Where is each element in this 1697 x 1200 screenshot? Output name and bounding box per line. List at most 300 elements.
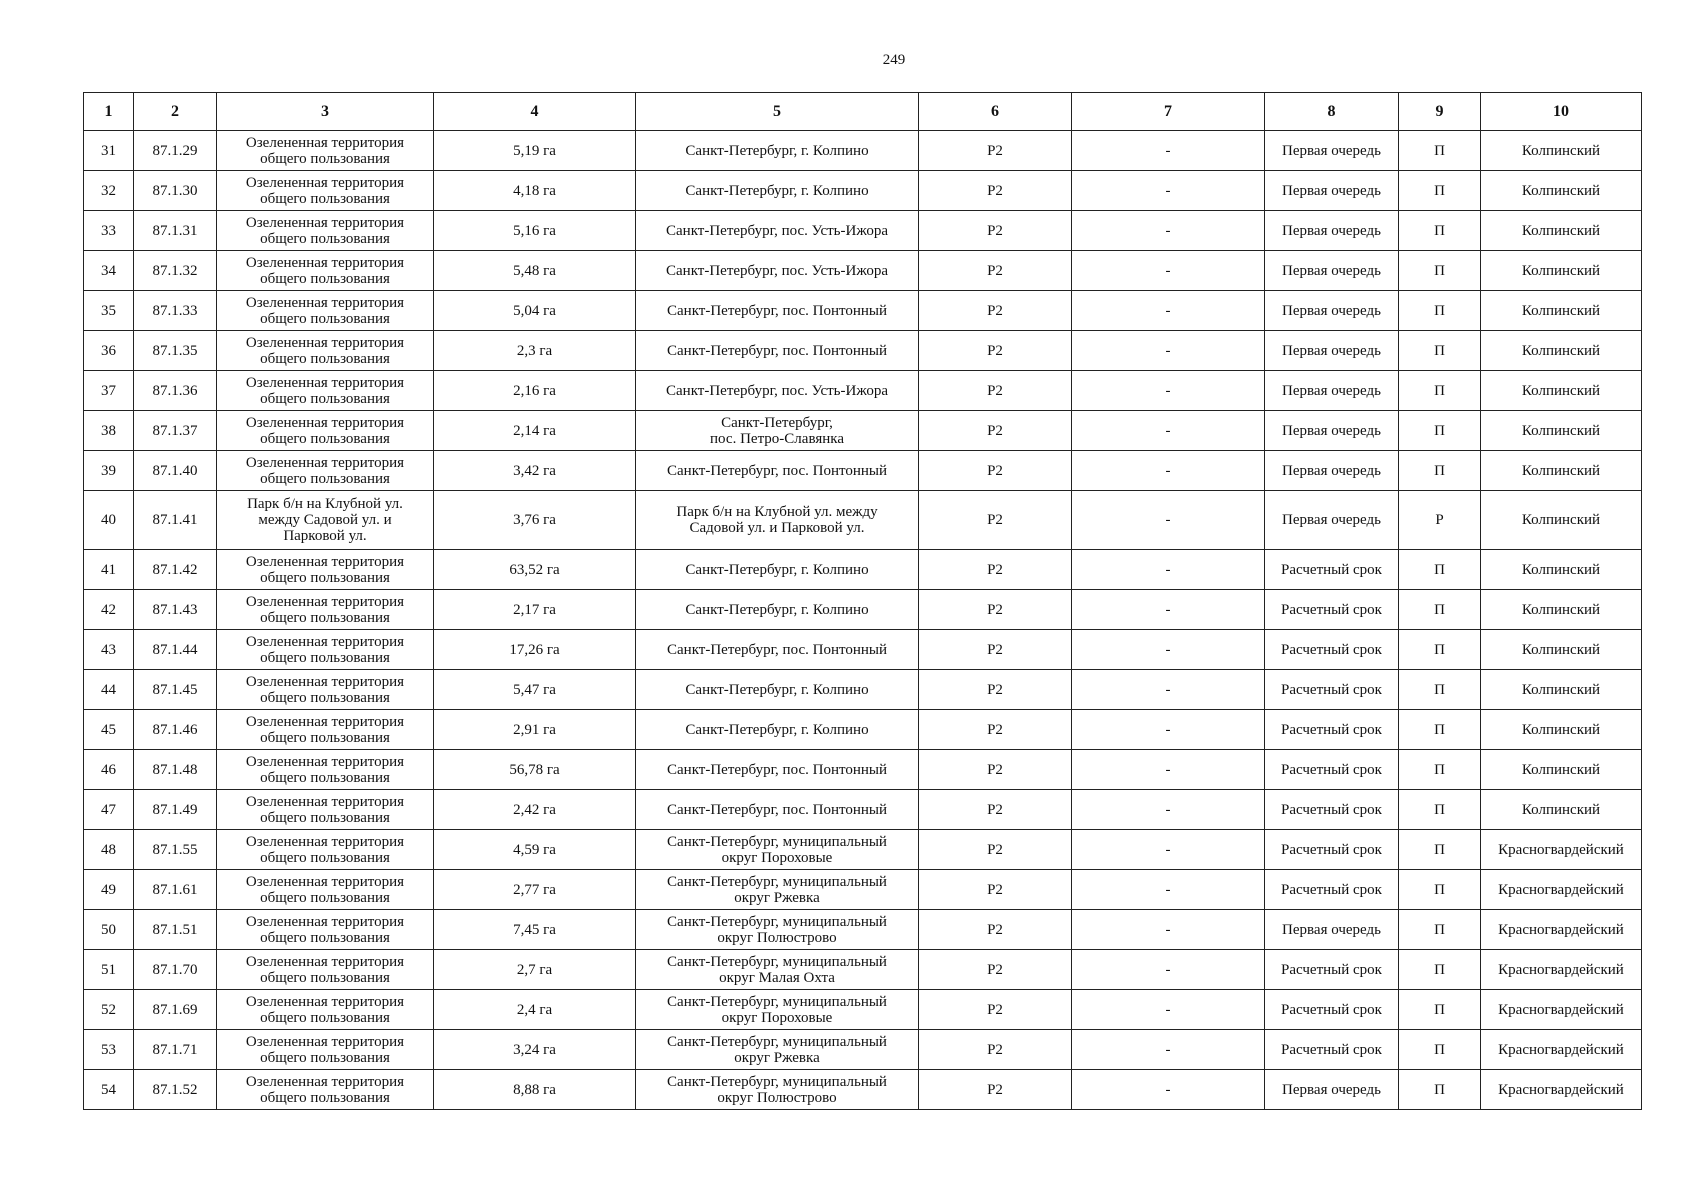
row-number-cell: 33 — [84, 211, 134, 251]
table-body — [84, 131, 1642, 1110]
type-cell: П — [1399, 910, 1481, 950]
object-name-cell-line: Озелененная территория — [245, 1033, 405, 1050]
object-name-cell-line: Озелененная территория — [245, 254, 405, 271]
object-name-cell — [217, 291, 434, 331]
object-code-cell: 87.1.45 — [134, 670, 217, 710]
page-number: 249 — [882, 52, 906, 68]
object-code-cell: 87.1.29 — [134, 131, 217, 171]
stage-cell: Расчетный срок — [1265, 830, 1399, 870]
object-name-cell-line: общего пользования — [260, 1089, 390, 1106]
column-7-cell: - — [1072, 750, 1265, 790]
zone-cell: Р2 — [919, 1070, 1072, 1110]
table-row — [84, 171, 1642, 211]
area-cell: 2,91 га — [434, 710, 636, 750]
object-code-cell: 87.1.30 — [134, 171, 217, 211]
object-name-cell-line: Озелененная территория — [245, 374, 405, 391]
area-cell: 7,45 га — [434, 910, 636, 950]
type-cell: П — [1399, 211, 1481, 251]
address-cell-line: Санкт-Петербург, г. Колпино — [685, 142, 869, 159]
column-7-cell: - — [1072, 590, 1265, 630]
district-cell: Красногвардейский — [1481, 1070, 1642, 1110]
stage-cell: Первая очередь — [1265, 411, 1399, 451]
object-name-cell-line: общего пользования — [260, 310, 390, 327]
address-cell — [636, 411, 919, 451]
zone-cell: Р2 — [919, 1030, 1072, 1070]
address-cell-line: Санкт-Петербург, пос. Понтонный — [667, 462, 887, 479]
object-code-cell: 87.1.36 — [134, 371, 217, 411]
object-name-cell-line: Озелененная территория — [245, 174, 405, 191]
object-code-cell: 87.1.33 — [134, 291, 217, 331]
stage-cell: Расчетный срок — [1265, 870, 1399, 910]
column-7-cell: - — [1072, 211, 1265, 251]
address-cell-line: Санкт-Петербург, пос. Понтонный — [667, 342, 887, 359]
table-row — [84, 411, 1642, 451]
object-code-cell: 87.1.52 — [134, 1070, 217, 1110]
area-cell: 56,78 га — [434, 750, 636, 790]
table-row — [84, 331, 1642, 371]
object-name-cell-line: общего пользования — [260, 230, 390, 247]
district-cell: Колпинский — [1481, 331, 1642, 371]
object-code-cell: 87.1.69 — [134, 990, 217, 1030]
column-header: 3 — [217, 93, 434, 131]
stage-cell: Первая очередь — [1265, 451, 1399, 491]
table-row — [84, 870, 1642, 910]
object-name-cell-line: общего пользования — [260, 649, 390, 666]
address-cell-line: Санкт-Петербург, пос. Понтонный — [667, 302, 887, 319]
area-cell: 2,4 га — [434, 990, 636, 1030]
address-cell — [636, 910, 919, 950]
area-cell: 5,16 га — [434, 211, 636, 251]
object-code-cell: 87.1.70 — [134, 950, 217, 990]
table-row — [84, 131, 1642, 171]
address-cell-line: Санкт-Петербург, муниципальный — [667, 993, 887, 1010]
object-name-cell — [217, 830, 434, 870]
address-cell-line: Санкт-Петербург, муниципальный — [667, 833, 887, 850]
object-code-cell: 87.1.37 — [134, 411, 217, 451]
zone-cell: Р2 — [919, 590, 1072, 630]
stage-cell: Расчетный срок — [1265, 750, 1399, 790]
object-name-cell-line: общего пользования — [260, 889, 390, 906]
register-table — [83, 92, 1642, 1110]
district-cell: Колпинский — [1481, 750, 1642, 790]
type-cell: П — [1399, 630, 1481, 670]
header-row — [84, 93, 1642, 131]
zone-cell: Р2 — [919, 830, 1072, 870]
type-cell: П — [1399, 870, 1481, 910]
stage-cell: Первая очередь — [1265, 171, 1399, 211]
area-cell: 3,76 га — [434, 491, 636, 550]
object-code-cell: 87.1.61 — [134, 870, 217, 910]
address-cell — [636, 211, 919, 251]
table-row — [84, 950, 1642, 990]
object-name-cell-line: Озелененная территория — [245, 214, 405, 231]
district-cell: Колпинский — [1481, 131, 1642, 171]
district-cell: Колпинский — [1481, 790, 1642, 830]
object-code-cell: 87.1.31 — [134, 211, 217, 251]
object-name-cell — [217, 411, 434, 451]
table-row — [84, 710, 1642, 750]
column-7-cell: - — [1072, 171, 1265, 211]
address-cell-line: Санкт-Петербург, муниципальный — [667, 1033, 887, 1050]
object-name-cell-line: Озелененная территория — [245, 633, 405, 650]
column-7-cell: - — [1072, 910, 1265, 950]
object-name-cell-line: общего пользования — [260, 929, 390, 946]
area-cell: 2,14 га — [434, 411, 636, 451]
address-cell — [636, 1030, 919, 1070]
object-name-cell — [217, 171, 434, 211]
type-cell: П — [1399, 670, 1481, 710]
address-cell — [636, 491, 919, 550]
object-name-cell-line: Озелененная территория — [245, 953, 405, 970]
row-number-cell: 34 — [84, 251, 134, 291]
area-cell: 2,3 га — [434, 331, 636, 371]
column-7-cell: - — [1072, 990, 1265, 1030]
stage-cell: Первая очередь — [1265, 291, 1399, 331]
district-cell: Колпинский — [1481, 211, 1642, 251]
area-cell: 2,77 га — [434, 870, 636, 910]
type-cell: П — [1399, 550, 1481, 590]
object-name-cell-line: Озелененная территория — [245, 334, 405, 351]
table-row — [84, 371, 1642, 411]
stage-cell: Расчетный срок — [1265, 710, 1399, 750]
table-row — [84, 291, 1642, 331]
type-cell: П — [1399, 1070, 1481, 1110]
district-cell: Колпинский — [1481, 411, 1642, 451]
type-cell: П — [1399, 331, 1481, 371]
district-cell: Колпинский — [1481, 251, 1642, 291]
table-row — [84, 830, 1642, 870]
address-cell — [636, 590, 919, 630]
column-7-cell: - — [1072, 451, 1265, 491]
area-cell: 5,48 га — [434, 251, 636, 291]
address-cell — [636, 630, 919, 670]
row-number-cell: 47 — [84, 790, 134, 830]
area-cell: 2,16 га — [434, 371, 636, 411]
district-cell: Колпинский — [1481, 291, 1642, 331]
district-cell: Красногвардейский — [1481, 870, 1642, 910]
address-cell-line: Санкт-Петербург, пос. Усть-Ижора — [666, 262, 888, 279]
column-header: 9 — [1399, 93, 1481, 131]
row-number-cell: 43 — [84, 630, 134, 670]
row-number-cell: 49 — [84, 870, 134, 910]
stage-cell: Расчетный срок — [1265, 790, 1399, 830]
object-code-cell: 87.1.51 — [134, 910, 217, 950]
row-number-cell: 52 — [84, 990, 134, 1030]
address-cell — [636, 710, 919, 750]
district-cell: Красногвардейский — [1481, 830, 1642, 870]
object-name-cell-line: Озелененная территория — [245, 993, 405, 1010]
object-name-cell-line: общего пользования — [260, 769, 390, 786]
stage-cell: Расчетный срок — [1265, 1030, 1399, 1070]
zone-cell: Р2 — [919, 990, 1072, 1030]
type-cell: П — [1399, 790, 1481, 830]
zone-cell: Р2 — [919, 750, 1072, 790]
row-number-cell: 37 — [84, 371, 134, 411]
address-cell-line: Санкт-Петербург, муниципальный — [667, 913, 887, 930]
district-cell: Колпинский — [1481, 451, 1642, 491]
object-name-cell-line: общего пользования — [260, 569, 390, 586]
object-code-cell: 87.1.49 — [134, 790, 217, 830]
object-name-cell-line: Озелененная территория — [245, 134, 405, 151]
object-name-cell-line: общего пользования — [260, 689, 390, 706]
object-name-cell — [217, 990, 434, 1030]
address-cell-line: Санкт-Петербург, пос. Понтонный — [667, 761, 887, 778]
object-name-cell-line: Озелененная территория — [245, 454, 405, 471]
object-code-cell: 87.1.40 — [134, 451, 217, 491]
object-name-cell-line: общего пользования — [260, 350, 390, 367]
object-name-cell-line: общего пользования — [260, 190, 390, 207]
address-cell — [636, 830, 919, 870]
table-row — [84, 750, 1642, 790]
address-cell-line: Санкт-Петербург, — [721, 414, 833, 431]
address-cell — [636, 371, 919, 411]
column-7-cell: - — [1072, 870, 1265, 910]
object-code-cell: 87.1.48 — [134, 750, 217, 790]
address-cell — [636, 331, 919, 371]
object-name-cell-line: Озелененная территория — [245, 294, 405, 311]
stage-cell: Первая очередь — [1265, 491, 1399, 550]
zone-cell: Р2 — [919, 950, 1072, 990]
object-name-cell — [217, 371, 434, 411]
column-7-cell: - — [1072, 550, 1265, 590]
row-number-cell: 31 — [84, 131, 134, 171]
column-7-cell: - — [1072, 251, 1265, 291]
zone-cell: Р2 — [919, 331, 1072, 371]
zone-cell: Р2 — [919, 670, 1072, 710]
column-7-cell: - — [1072, 131, 1265, 171]
address-cell-line: Санкт-Петербург, пос. Усть-Ижора — [666, 222, 888, 239]
zone-cell: Р2 — [919, 211, 1072, 251]
object-code-cell: 87.1.46 — [134, 710, 217, 750]
address-cell — [636, 790, 919, 830]
column-7-cell: - — [1072, 331, 1265, 371]
area-cell: 2,7 га — [434, 950, 636, 990]
type-cell: П — [1399, 291, 1481, 331]
row-number-cell: 51 — [84, 950, 134, 990]
area-cell: 4,18 га — [434, 171, 636, 211]
column-header: 6 — [919, 93, 1072, 131]
column-7-cell: - — [1072, 1070, 1265, 1110]
object-name-cell — [217, 910, 434, 950]
table-row — [84, 451, 1642, 491]
object-name-cell-line: общего пользования — [260, 609, 390, 626]
object-name-cell-line: Озелененная территория — [245, 414, 405, 431]
type-cell: П — [1399, 990, 1481, 1030]
row-number-cell: 32 — [84, 171, 134, 211]
type-cell: П — [1399, 411, 1481, 451]
object-name-cell-line: общего пользования — [260, 849, 390, 866]
area-cell: 4,59 га — [434, 830, 636, 870]
district-cell: Красногвардейский — [1481, 910, 1642, 950]
type-cell: П — [1399, 131, 1481, 171]
object-name-cell-line: Озелененная территория — [245, 1073, 405, 1090]
column-header: 1 — [84, 93, 134, 131]
zone-cell: Р2 — [919, 870, 1072, 910]
stage-cell: Первая очередь — [1265, 331, 1399, 371]
stage-cell: Первая очередь — [1265, 211, 1399, 251]
area-cell: 17,26 га — [434, 630, 636, 670]
area-cell: 2,17 га — [434, 590, 636, 630]
address-cell — [636, 750, 919, 790]
table-row — [84, 550, 1642, 590]
object-name-cell — [217, 590, 434, 630]
column-7-cell: - — [1072, 710, 1265, 750]
address-cell — [636, 550, 919, 590]
object-name-cell — [217, 670, 434, 710]
area-cell: 5,04 га — [434, 291, 636, 331]
district-cell: Колпинский — [1481, 371, 1642, 411]
table-row — [84, 1030, 1642, 1070]
column-7-cell: - — [1072, 491, 1265, 550]
object-name-cell-line: Озелененная территория — [245, 913, 405, 930]
stage-cell: Первая очередь — [1265, 131, 1399, 171]
object-name-cell — [217, 950, 434, 990]
object-name-cell — [217, 491, 434, 550]
column-header: 7 — [1072, 93, 1265, 131]
zone-cell: Р2 — [919, 451, 1072, 491]
object-code-cell: 87.1.44 — [134, 630, 217, 670]
object-name-cell — [217, 331, 434, 371]
address-cell — [636, 451, 919, 491]
object-name-cell — [217, 790, 434, 830]
object-name-cell-line: Парковой ул. — [283, 528, 367, 544]
object-name-cell-line: общего пользования — [260, 1009, 390, 1026]
object-name-cell-line: общего пользования — [260, 430, 390, 447]
object-name-cell-line: Озелененная территория — [245, 793, 405, 810]
object-name-cell-line: Парк б/н на Клубной ул. — [247, 496, 403, 512]
type-cell: П — [1399, 750, 1481, 790]
object-name-cell-line: общего пользования — [260, 470, 390, 487]
address-cell-line: Садовой ул. и Парковой ул. — [689, 520, 865, 536]
object-name-cell-line: общего пользования — [260, 809, 390, 826]
stage-cell: Первая очередь — [1265, 251, 1399, 291]
address-cell — [636, 1070, 919, 1110]
table-row — [84, 790, 1642, 830]
address-cell — [636, 870, 919, 910]
area-cell: 5,19 га — [434, 131, 636, 171]
address-cell-line: Санкт-Петербург, муниципальный — [667, 1073, 887, 1090]
zone-cell: Р2 — [919, 371, 1072, 411]
column-header: 8 — [1265, 93, 1399, 131]
column-7-cell: - — [1072, 630, 1265, 670]
column-7-cell: - — [1072, 790, 1265, 830]
address-cell-line: Санкт-Петербург, пос. Понтонный — [667, 641, 887, 658]
object-name-cell-line: общего пользования — [260, 270, 390, 287]
object-name-cell-line: общего пользования — [260, 729, 390, 746]
address-cell-line: округ Ржевка — [734, 889, 820, 906]
area-cell: 3,42 га — [434, 451, 636, 491]
address-cell-line: Санкт-Петербург, г. Колпино — [685, 721, 869, 738]
column-7-cell: - — [1072, 830, 1265, 870]
district-cell: Колпинский — [1481, 630, 1642, 670]
district-cell: Колпинский — [1481, 550, 1642, 590]
address-cell-line: округ Пороховые — [721, 849, 833, 866]
object-name-cell — [217, 1070, 434, 1110]
type-cell: П — [1399, 171, 1481, 211]
address-cell-line: Санкт-Петербург, пос. Понтонный — [667, 801, 887, 818]
object-name-cell — [217, 750, 434, 790]
address-cell-line: Парк б/н на Клубной ул. между — [676, 504, 878, 520]
object-name-cell-line: Озелененная территория — [245, 873, 405, 890]
row-number-cell: 39 — [84, 451, 134, 491]
type-cell: П — [1399, 251, 1481, 291]
zone-cell: Р2 — [919, 411, 1072, 451]
stage-cell: Первая очередь — [1265, 371, 1399, 411]
type-cell: Р — [1399, 491, 1481, 550]
object-code-cell: 87.1.42 — [134, 550, 217, 590]
object-name-cell — [217, 630, 434, 670]
address-cell — [636, 950, 919, 990]
table-row — [84, 251, 1642, 291]
object-name-cell — [217, 550, 434, 590]
column-header: 10 — [1481, 93, 1642, 131]
address-cell — [636, 251, 919, 291]
table-row — [84, 1070, 1642, 1110]
row-number-cell: 44 — [84, 670, 134, 710]
object-name-cell-line: между Садовой ул. и — [258, 512, 392, 528]
object-name-cell-line: общего пользования — [260, 969, 390, 986]
address-cell-line: Санкт-Петербург, пос. Усть-Ижора — [666, 382, 888, 399]
zone-cell: Р2 — [919, 131, 1072, 171]
stage-cell: Расчетный срок — [1265, 990, 1399, 1030]
district-cell: Колпинский — [1481, 590, 1642, 630]
object-name-cell — [217, 211, 434, 251]
row-number-cell: 35 — [84, 291, 134, 331]
stage-cell: Расчетный срок — [1265, 630, 1399, 670]
object-name-cell-line: общего пользования — [260, 150, 390, 167]
row-number-cell: 38 — [84, 411, 134, 451]
row-number-cell: 36 — [84, 331, 134, 371]
address-cell — [636, 131, 919, 171]
type-cell: П — [1399, 710, 1481, 750]
address-cell — [636, 291, 919, 331]
zone-cell: Р2 — [919, 251, 1072, 291]
stage-cell: Расчетный срок — [1265, 670, 1399, 710]
zone-cell: Р2 — [919, 710, 1072, 750]
stage-cell: Расчетный срок — [1265, 950, 1399, 990]
object-code-cell: 87.1.55 — [134, 830, 217, 870]
object-code-cell: 87.1.32 — [134, 251, 217, 291]
zone-cell: Р2 — [919, 171, 1072, 211]
address-cell-line: округ Полюстрово — [717, 929, 837, 946]
address-cell-line: Санкт-Петербург, г. Колпино — [685, 681, 869, 698]
stage-cell: Расчетный срок — [1265, 590, 1399, 630]
district-cell: Красногвардейский — [1481, 1030, 1642, 1070]
object-name-cell — [217, 870, 434, 910]
stage-cell: Расчетный срок — [1265, 550, 1399, 590]
object-code-cell: 87.1.71 — [134, 1030, 217, 1070]
district-cell: Колпинский — [1481, 491, 1642, 550]
object-code-cell: 87.1.35 — [134, 331, 217, 371]
object-name-cell — [217, 1030, 434, 1070]
area-cell: 63,52 га — [434, 550, 636, 590]
address-cell-line: Санкт-Петербург, г. Колпино — [685, 182, 869, 199]
column-header: 5 — [636, 93, 919, 131]
row-number-cell: 42 — [84, 590, 134, 630]
column-7-cell: - — [1072, 411, 1265, 451]
object-name-cell-line: общего пользования — [260, 1049, 390, 1066]
object-code-cell: 87.1.43 — [134, 590, 217, 630]
object-name-cell — [217, 131, 434, 171]
zone-cell: Р2 — [919, 910, 1072, 950]
zone-cell: Р2 — [919, 491, 1072, 550]
address-cell-line: Санкт-Петербург, муниципальный — [667, 873, 887, 890]
address-cell-line: Санкт-Петербург, г. Колпино — [685, 561, 869, 578]
address-cell-line: округ Полюстрово — [717, 1089, 837, 1106]
type-cell: П — [1399, 371, 1481, 411]
area-cell: 8,88 га — [434, 1070, 636, 1110]
table-row — [84, 491, 1642, 550]
